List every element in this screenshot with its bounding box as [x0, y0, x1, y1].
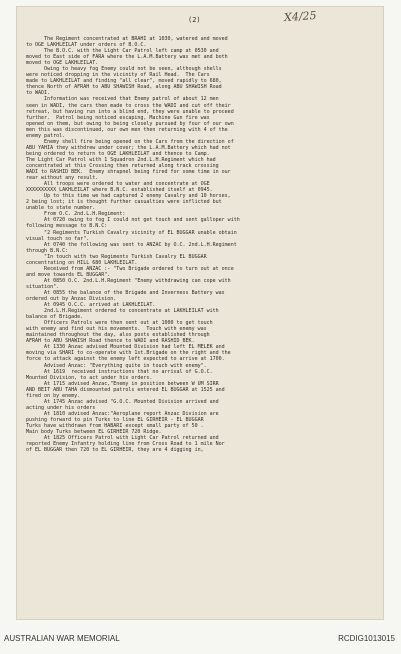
text-line: Enemy shell fire being opened on the Cars from the direction of [26, 138, 234, 145]
text-line: "2 Regiments Turkish Cavalry vicinity of EL BUGGAR unable obtain [26, 229, 237, 236]
text-line: At 1330 Anzac advised Mounted Division had left EL MELEK and [26, 344, 225, 351]
text-line: visual touch so far". [26, 235, 90, 242]
text-line: pushing forward to pin Turks to line EL GIRHEIR - EL BUGGAR [26, 416, 204, 423]
text-line: The B.O.C. with the Light Car Patrol left camp at 0530 and [26, 48, 219, 55]
text-line: and move towards EL BUGGAR". [26, 271, 111, 278]
text-line: rear without any result. [26, 175, 99, 182]
text-line: enemy patrol. [26, 132, 66, 139]
text-line: At 0850 O.C. 2nd.L.H.Regiment "Enemy withdrawing can cope with [26, 277, 231, 284]
text-line: were noticed dropping in the vicinity of Rail Head. The Cars [26, 72, 210, 79]
text-line: The Light Car Patrol with 1 Squadron 2nd.L.H.Regiment which had [26, 156, 216, 163]
text-line: Main body Turks between EL GIRHEIR 720 Ridge. [26, 429, 162, 436]
text-line: AFRAH to ABU SHAWISH Road thence to WADI and RASHID BEK. [26, 338, 195, 345]
document-page [16, 6, 384, 620]
text-line: reported Enemy Infantry holding line from Cross Road to 1 mile Nor [26, 441, 225, 448]
text-line: to OGE LAKHLEILAT under orders of B.O.C. [26, 42, 147, 49]
text-line: At 0945 O.C.C. arrived at LAKHLEILAT. [26, 302, 156, 309]
text-line: Information was received that Enemy patrol of about 12 men [26, 96, 219, 103]
text-line: of EL BUGGAR then 720 to EL GIRHEIR, they are 4 digging in, [26, 447, 204, 454]
text-line: balance of Brigade. [26, 314, 84, 321]
text-line: At 0740 the following was sent to ANZAC by O.C. 2nd.L.H.Regiment [26, 241, 237, 248]
text-line: From O.C. 2nd.L.H.Regiment: [26, 211, 126, 218]
text-line: WADI to RASHID BEK. Enemy shrapnel being fired for some time in our [26, 169, 231, 176]
text-line: At 1825 Officers Patrol with Light Car Patrol returned and [26, 435, 219, 442]
text-line: situation". [26, 283, 60, 290]
text-line: At 1619 received instructions that no arrival of G.O.C. [26, 368, 213, 375]
text-line: XXXXXXXXXX LAKHLEILAT where B.N.C. established itself at 0945. [26, 187, 213, 194]
text-line: being ordered to return to OGE LAKHLEILAT and thence to Camp. [26, 150, 210, 157]
text-line: At 1715 advised Anzac,"Enemy in position between W UM SIRR [26, 380, 219, 387]
handwritten-annotation: X4/25 [283, 8, 317, 25]
footer-reference: RCDIG1013015 [338, 634, 395, 643]
text-line: moved to East side of FARA where the L.A.M.Battery was met and both [26, 54, 228, 61]
text-line: Owing to heavy fog Enemy could not be seen, although shells [26, 66, 222, 73]
text-line: At 1810 advised Anzac:"Aeroplane report Anzac Division are [26, 410, 219, 417]
text-line: following message to B.N.C: [26, 223, 108, 230]
text-line: ordered out by Anzac Division. [26, 296, 117, 303]
text-line: Up to this time we had captured 2 enemy Cavalry and 10 horses, [26, 193, 231, 200]
text-line: 2nd.L.H.Regiment ordered to concentrate at LAKHLEILAT with [26, 308, 219, 315]
text-line: At 1745 Anzac advised "G.O.C. Mounted Division arrived and [26, 398, 219, 405]
text-line: Advised Anzac: "Everything quite in touch with enemy". [26, 362, 207, 369]
text-line: further. Patrol being noticed escaping, Machine Gun fire was [26, 114, 210, 121]
text-line: moved to OGE LAKHLEILAT. [26, 60, 99, 67]
text-line: concentrating on HILL 680 LAKHLEILAT. [26, 259, 138, 266]
text-line: fired on by enemy. [26, 392, 81, 399]
footer-institution: AUSTRALIAN WAR MEMORIAL [4, 634, 120, 643]
text-line: retreat, but having run into a blind end, they were unable to proceed [26, 108, 234, 115]
text-line: men this was discontinued, our own men then returning with 4 of the [26, 126, 228, 133]
document-body [26, 36, 378, 453]
text-line: At 0720 owing to fog I could not get touch and sent galloper with [26, 217, 240, 224]
text-line: acting under his orders [26, 404, 96, 411]
text-line: to WADI. [26, 90, 51, 97]
page-number: (2) [188, 16, 201, 24]
text-line: Received from ANZAC :- "Two Brigade ordered to turn out at once [26, 265, 234, 272]
text-line: maintained throughout the day, also posts established through [26, 332, 210, 339]
text-line: ABU YAHIA they withdrew under cover; the L.A.M.Battery which had not [26, 144, 231, 151]
text-line: force to attack against the enemy left expected to arrive at 1700. [26, 356, 225, 363]
text-line: seen in WADI, the cars then made to cross the WADI and cut off their [26, 102, 231, 109]
text-line: opened on them, but owing to being closely pursued by four of our own [26, 120, 234, 127]
text-line: At 0855 the balance of the Brigade and Inverness Battery was [26, 289, 225, 296]
text-line: AND BEIT ABU TAHA dismounted patrols entered EL BUGGAR at 1525 and [26, 386, 225, 393]
text-line: unable to state number. [26, 205, 96, 212]
text-line: The Regiment concentrated at BRAHI at 1030, watered and moved [26, 36, 228, 42]
text-line: 2 being lost; it is thought further casualties were inflicted but [26, 199, 222, 206]
text-line: "In touch with two Regiments Turkish Cavalry EL BUGGAR [26, 253, 207, 260]
text-line: moving via SHARI to co-operate with 1st.Brigade on the right and the [26, 350, 231, 357]
text-line: All troops were ordered to water and concentrate at OGE [26, 181, 210, 188]
text-line: with enemy and find out his movements. Touch with enemy was [26, 326, 207, 333]
text-line: concentrated at this Crossing then returned along track crossing [26, 162, 219, 169]
text-line: made to LAKHLEILAT and finding "all clear", moved rapidly to 680, [26, 78, 222, 85]
text-line: Mounted Division, to act under his orders. [26, 374, 153, 381]
text-line: through B.N.C: [26, 247, 69, 254]
text-line: thence North of AFRAH to ABU SHAWISH Road, along ABU SHAWISH Road [26, 84, 222, 91]
text-line: Officers Patrols were then sent out at 1000 to get touch [26, 320, 213, 327]
text-line: Turks have withdrawn from HABARI except small party of 50 . [26, 423, 204, 429]
